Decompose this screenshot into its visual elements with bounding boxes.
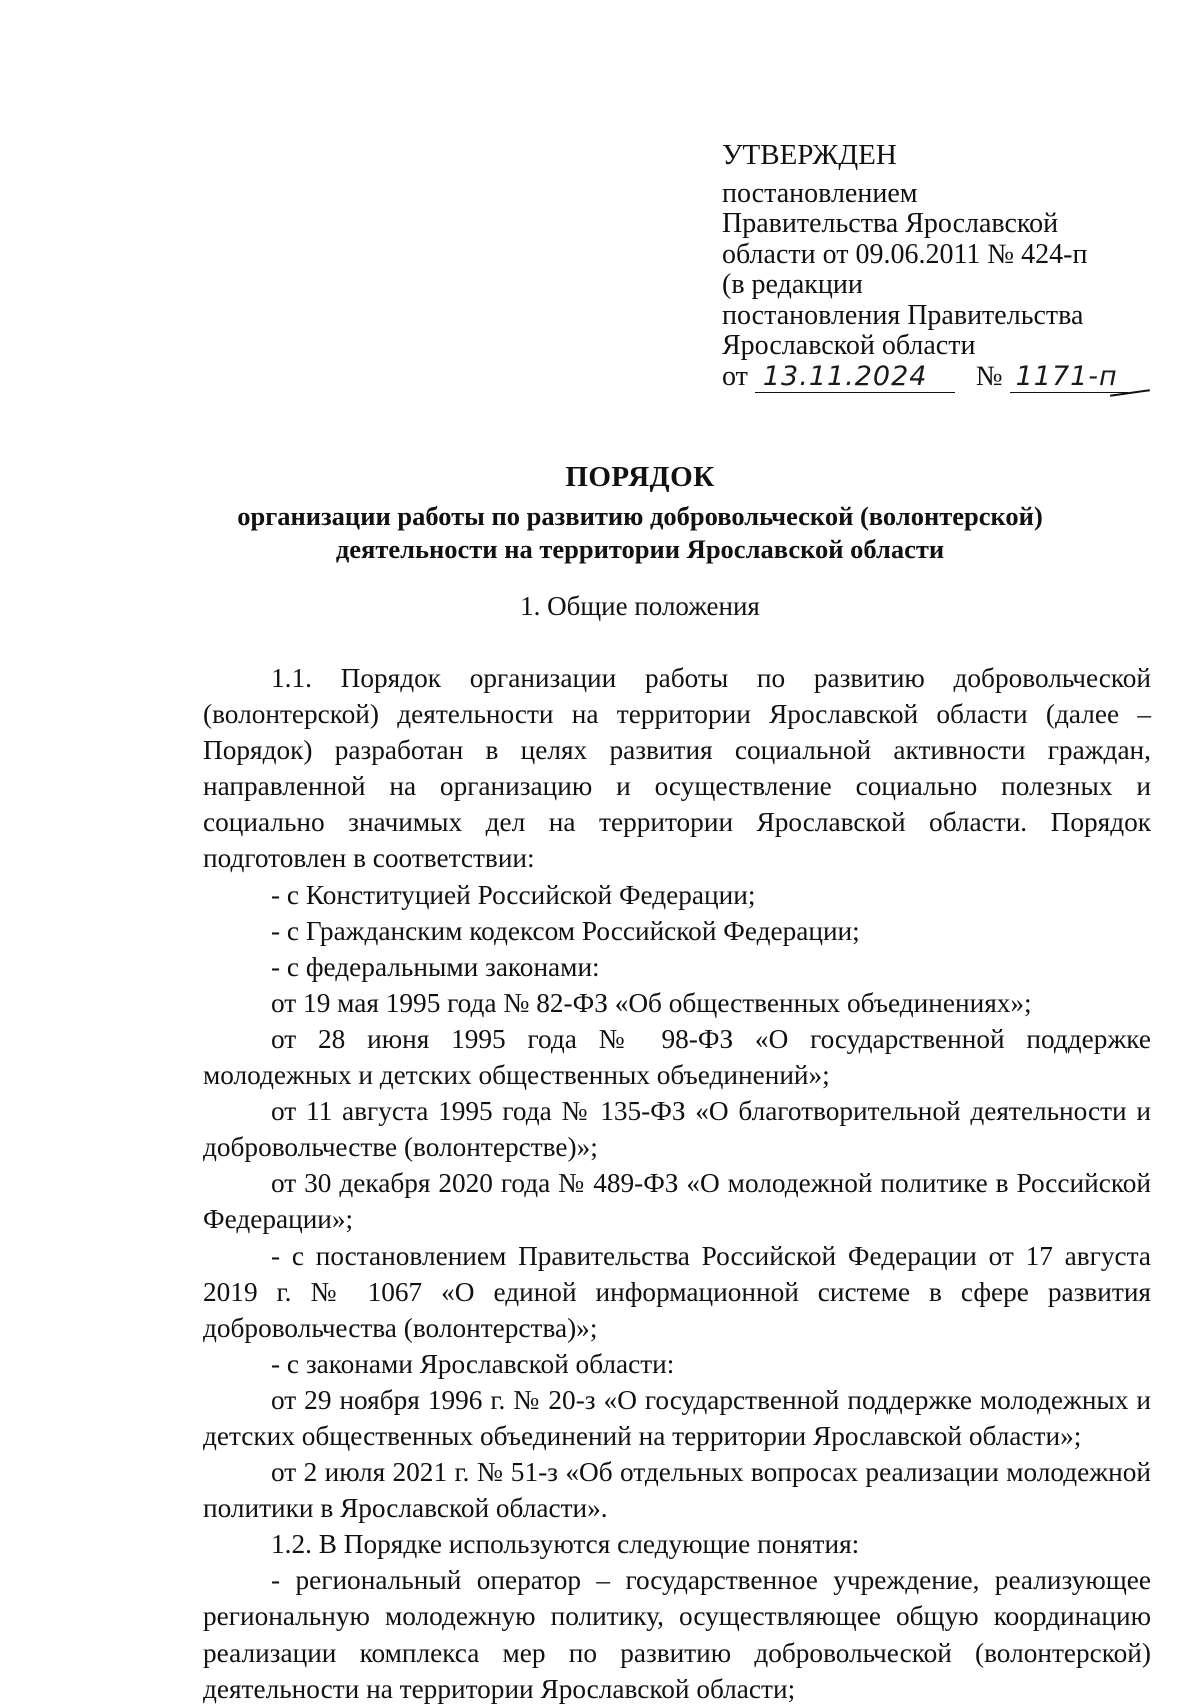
paragraph: - с Гражданским кодексом Российской Федерации; bbox=[271, 915, 860, 946]
number-prefix: № bbox=[975, 360, 1003, 392]
title-line-3: деятельности на территории Ярославской области bbox=[335, 534, 945, 564]
approval-date-line bbox=[722, 362, 1162, 394]
paragraph: от 30 декабря 2020 года № 489-ФЗ «О молодежной политике в Российской Федерации»; bbox=[203, 1168, 1151, 1235]
paragraph: - с Конституцией Российской Федерации; bbox=[271, 879, 756, 910]
section-heading: 1. Общие положения bbox=[520, 591, 760, 621]
paragraph: - с законами Ярославской области: bbox=[271, 1348, 675, 1379]
paragraph: - региональный оператор – государственное учреждение, реализующее региональную молодежную политику, осуществляющее общую координацию реализации комплекса мер по развитию добровольческой (волонтерской) деятельности на территории Ярославской области; bbox=[203, 1565, 1151, 1704]
date-prefix: от bbox=[722, 360, 748, 392]
paragraph: от 19 мая 1995 года № 82-ФЗ «Об общественных объединениях»; bbox=[271, 987, 1032, 1018]
document-body bbox=[203, 660, 1151, 1707]
approval-line: (в редакции bbox=[722, 269, 863, 300]
title-line-2: организации работы по развитию добровольческой (волонтерской) bbox=[237, 501, 1043, 531]
paragraph: 1.1. Порядок организации работы по развитию добровольческой (волонтерской) деятельности на территории Ярославской области (далее – Порядок) разработан в целях развития социальной активности граждан, направленной на организацию и осуществление социально полезных и социально значимых дел на территории Ярославской области. Порядок подготовлен в соответствии: bbox=[203, 663, 1151, 874]
approval-line: Ярославской области bbox=[722, 330, 976, 361]
paragraph: от 28 июня 1995 года № 98-ФЗ «О государственной поддержке молодежных и детских общественных объединений»; bbox=[203, 1023, 1151, 1091]
handwritten-date: 13.11.2024 bbox=[755, 362, 955, 394]
paragraph: - с постановлением Правительства Российской Федерации от 17 августа 2019 г. № 1067 «О единой информационной системе в сфере развития добровольчества (волонтерства)»; bbox=[203, 1240, 1151, 1343]
handwritten-number bbox=[1010, 362, 1128, 394]
document-title bbox=[180, 461, 1100, 566]
handwritten-number-text: 1171-п bbox=[1015, 360, 1118, 392]
approval-line: постановлением bbox=[722, 177, 918, 209]
approval-stamp bbox=[722, 140, 1162, 393]
paragraph: от 2 июля 2021 г. № 51-з «Об отдельных вопросах реализации молодежной политики в Ярославской области». bbox=[203, 1457, 1151, 1524]
paragraph: от 11 августа 1995 года № 135-ФЗ «О благотворительной деятельности и добровольчестве (волонтерстве)»; bbox=[203, 1096, 1151, 1163]
paragraph: от 29 ноября 1996 г. № 20-з «О государственной поддержке молодежных и детских общественных объединений на территории Ярославской области»; bbox=[203, 1384, 1151, 1451]
paragraph: - с федеральными законами: bbox=[271, 951, 600, 982]
title-main: ПОРЯДОК bbox=[565, 461, 715, 493]
approval-line: Правительства Ярославской bbox=[722, 208, 1059, 239]
paragraph: 1.2. В Порядке используются следующие понятия: bbox=[271, 1529, 860, 1560]
approval-heading: УТВЕРЖДЕН bbox=[722, 139, 897, 171]
approval-line: области от 09.06.2011 № 424-п bbox=[722, 238, 1088, 270]
approval-line: постановления Правительства bbox=[722, 299, 1084, 331]
